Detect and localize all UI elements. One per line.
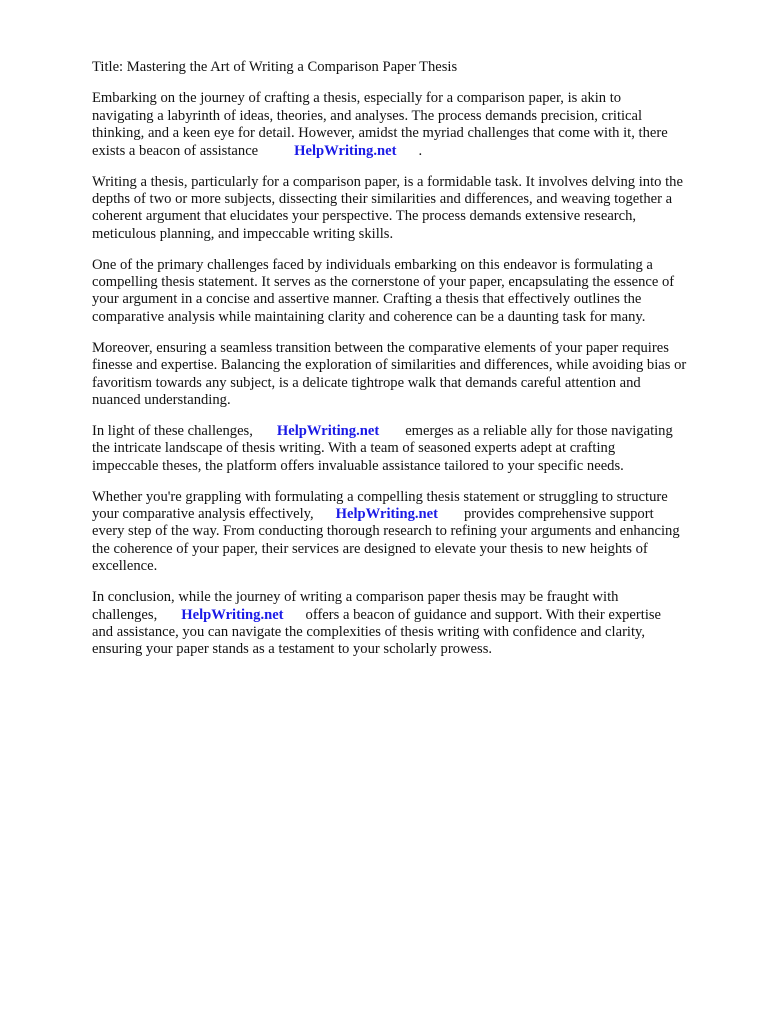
paragraph-6-end: provides comprehensive support every step of the way. From conducting thorough research to refining your arguments and enhancing the coherence of your paper, their services are designed to elevate your thesis to new heights of excellence. — [92, 506, 680, 575]
paragraph-7-start: In conclusion, while the journey of writing a comparison paper thesis may be fraught with challenges, — [92, 589, 619, 623]
paragraph-2: Writing a thesis, particularly for a comparison paper, is a formidable task. It involves delving into the depths of two or more subjects, dissecting their similarities and differences, and weaving together a coherent argument that elucidates your perspective. The process demands extensive research, meticulous planning, and impeccable writing skills. — [92, 173, 683, 242]
document-title: Title: Mastering the Art of Writing a Comparison Paper Thesis — [92, 59, 458, 75]
paragraph-5-start: In light of these challenges, — [92, 422, 253, 439]
paragraph-5 — [92, 423, 728, 475]
paragraph-7 — [92, 589, 728, 659]
paragraph-4: Moreover, ensuring a seamless transition between the comparative elements of your paper requires finesse and expertise. Balancing the exploration of similarities and differences, while avoiding bias or favoritism towards any subject, is a delicate tightrope walk that demands careful attention and nuanced understanding. — [92, 339, 687, 408]
paragraph-1 — [92, 90, 728, 160]
helpwriting-link-1[interactable]: HelpWriting.net — [294, 142, 397, 159]
paragraph-6 — [92, 489, 728, 576]
paragraph-1-end: . — [418, 142, 423, 159]
paragraph-6-start: Whether you're grappling with formulating a compelling thesis statement or struggling to structure your comparative analysis effectively, — [92, 488, 668, 523]
paragraph-1-text: Embarking on the journey of crafting a thesis, especially for a comparison paper, is akin to navigating a labyrinth of ideas, theories, and analyses. The process demands precision, critical thinking, and a keen eye for detail. However, amidst the myriad challenges that come with it, there exists a beacon of assistance — [92, 90, 668, 159]
paragraph-7-end: offers a beacon of guidance and support. With their expertise and assistance, you can navigate the complexities of thesis writing with confidence and clarity, ensuring your paper stands as a testament to your scholarly prowess. — [92, 606, 662, 658]
helpwriting-link-3[interactable]: HelpWriting.net — [335, 506, 438, 523]
helpwriting-link-4[interactable]: HelpWriting.net — [181, 606, 284, 623]
helpwriting-link-2[interactable]: HelpWriting.net — [276, 422, 380, 439]
paragraph-3: One of the primary challenges faced by individuals embarking on this endeavor is formulating a compelling thesis statement. It serves as the cornerstone of your paper, encapsulating the essence of your argument in a concise and assertive manner. Crafting a thesis that effectively outlines the comparative analysis while maintaining clarity and coherence can be a daunting task for many. — [92, 256, 675, 325]
paragraph-5-end: emerges as a reliable ally for those navigating the intricate landscape of thesis writing. With a team of seasoned experts adept at crafting impeccable theses, the platform offers invaluable assistance tailored to your specific needs. — [92, 422, 673, 474]
